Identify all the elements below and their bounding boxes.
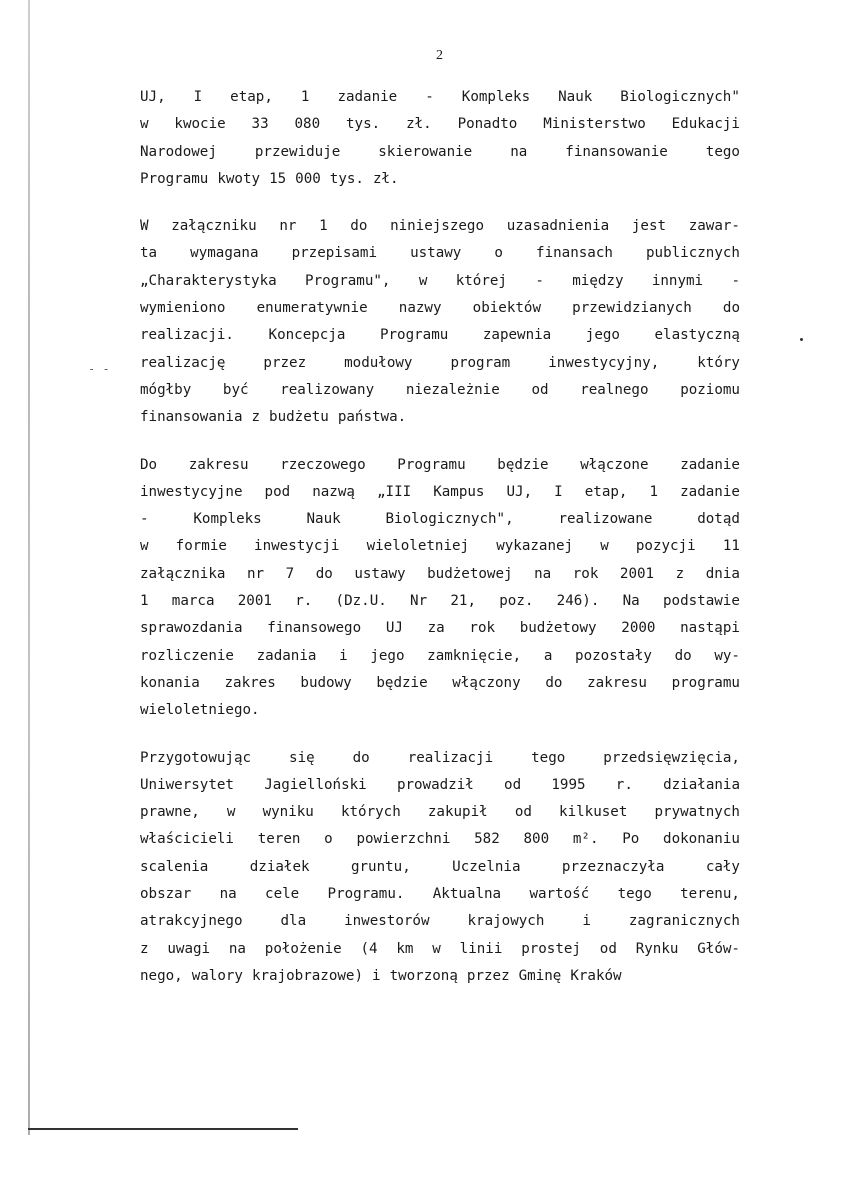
text-line: mógłby być realizowany niezależnie od realnego poziomu: [140, 381, 740, 398]
text-line: W załączniku nr 1 do niniejszego uzasadnienia jest zawar-: [140, 218, 740, 235]
text-line: właścicieli teren o powierzchni 582 800 m². Po dokonaniu: [140, 831, 740, 848]
text-line: z uwagi na położenie (4 km w linii prostej od Rynku Głów-: [140, 940, 740, 957]
text-line: wymieniono enumeratywnie nazwy obiektów przewidzianych do: [140, 300, 740, 317]
paragraph: [140, 213, 740, 431]
text-line: obszar na cele Programu. Aktualna wartość tego terenu,: [140, 886, 740, 903]
text-line: w formie inwestycji wieloletniej wykazanej w pozycji 11: [140, 538, 740, 555]
text-line: załącznika nr 7 do ustawy budżetowej na rok 2001 z dnia: [140, 565, 740, 582]
text-line: realizacji. Koncepcja Programu zapewnia jego elastyczną: [140, 327, 740, 344]
text-line: UJ, I etap, 1 zadanie - Kompleks Nauk Biologicznych": [140, 89, 740, 105]
text-line: scalenia działek gruntu, Uczelnia przeznaczyła cały: [140, 858, 740, 875]
text-line: prawne, w wyniku których zakupił od kilkuset prywatnych: [140, 804, 740, 821]
paragraph: [140, 452, 740, 725]
text-line: - Kompleks Nauk Biologicznych", realizowane dotąd: [140, 511, 740, 528]
text-line: w kwocie 33 080 tys. zł. Ponadto Ministerstwo Edukacji: [140, 116, 740, 133]
text-line: Programu kwoty 15 000 tys. zł.: [140, 170, 399, 187]
paragraph: [140, 84, 740, 193]
text-line: Narodowej przewiduje skierowanie na finansowanie tego: [140, 143, 740, 160]
margin-mark: - -: [88, 362, 110, 376]
text-line: Do zakresu rzeczowego Programu będzie włączone zadanie: [140, 456, 740, 473]
text-line: rozliczenie zadania i jego zamknięcie, a pozostały do wy-: [140, 647, 740, 664]
text-line: Uniwersytet Jagielloński prowadził od 1995 r. działania: [140, 776, 740, 793]
text-line: konania zakres budowy będzie włączony do zakresu programu: [140, 674, 740, 691]
text-line: sprawozdania finansowego UJ za rok budżetowy 2000 nastąpi: [140, 620, 740, 637]
text-line: realizację przez modułowy program inwestycyjny, który: [140, 354, 740, 371]
scan-edge-left: [28, 0, 30, 1135]
page-number: 2: [436, 48, 443, 63]
text-line: finansowania z budżetu państwa.: [140, 409, 407, 426]
text-line: nego, walory krajobrazowe) i tworzoną przez Gminę Kraków: [140, 967, 622, 984]
scan-edge-bottom: [28, 1128, 298, 1130]
text-line: Przygotowując się do realizacji tego przedsięwzięcia,: [140, 749, 740, 766]
scan-dot: [800, 338, 803, 341]
text-line: ta wymagana przepisami ustawy o finansach publicznych: [140, 245, 740, 262]
text-line: „Charakterystyka Programu", w której - między innymi -: [140, 272, 740, 289]
text-line: 1 marca 2001 r. (Dz.U. Nr 21, poz. 246). Na podstawie: [140, 593, 740, 610]
document-body: [140, 84, 740, 1010]
text-line: wieloletniego.: [140, 702, 260, 719]
text-line: atrakcyjnego dla inwestorów krajowych i zagranicznych: [140, 913, 740, 930]
text-line: inwestycyjne pod nazwą „III Kampus UJ, I etap, 1 zadanie: [140, 483, 740, 500]
paragraph: [140, 745, 740, 991]
